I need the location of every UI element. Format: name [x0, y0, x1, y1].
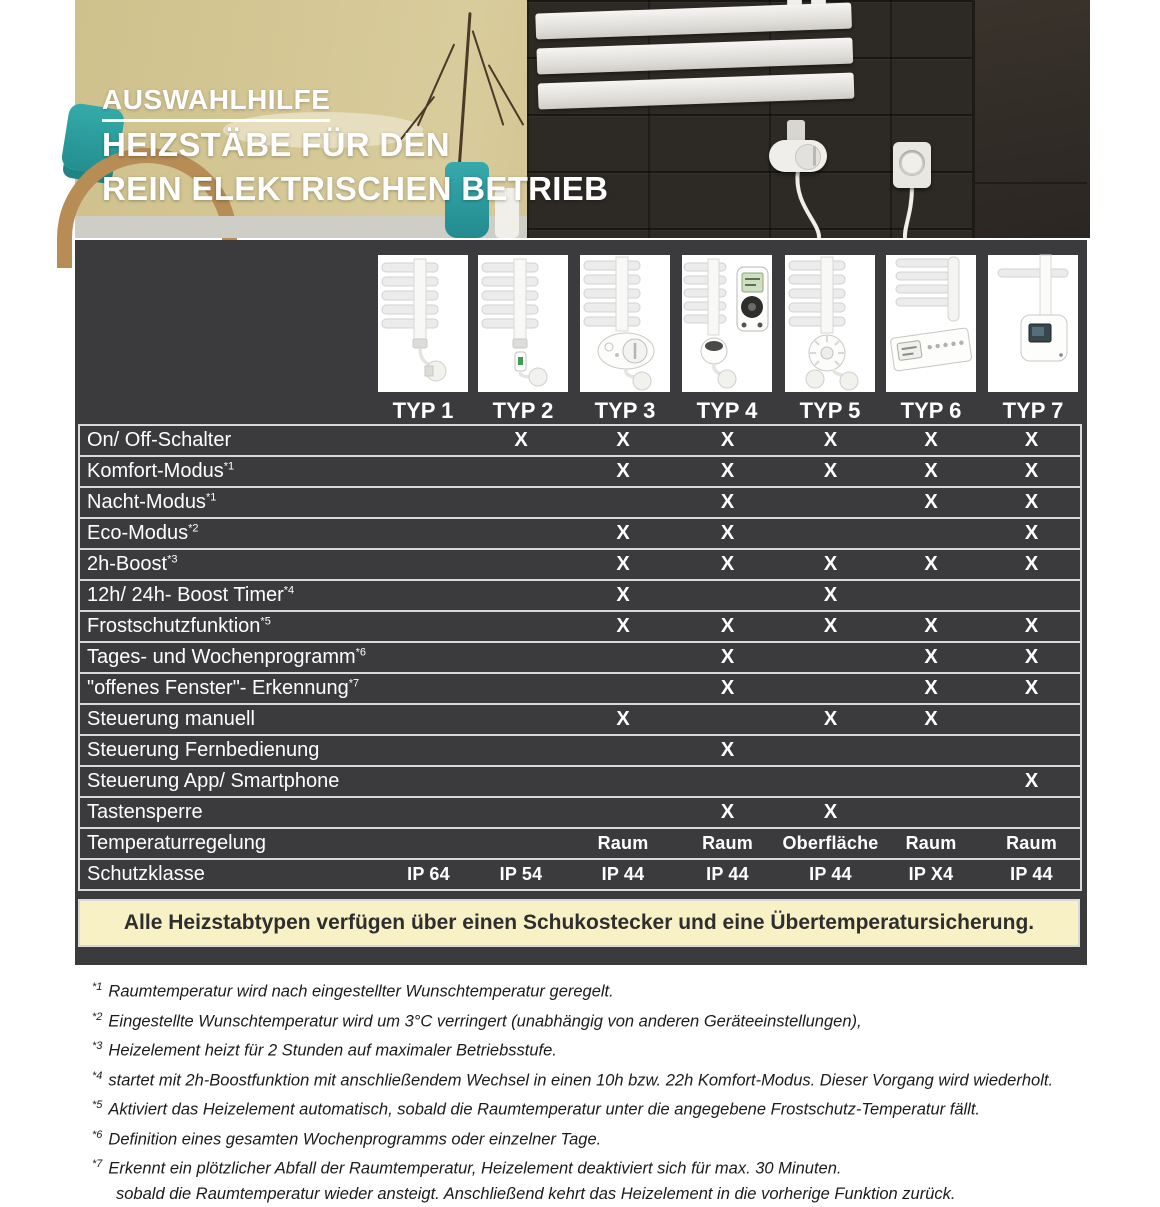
typ-3-product-image — [580, 255, 670, 392]
typ-7-product-image — [988, 255, 1078, 392]
footnote-marker: *2 — [92, 1010, 103, 1023]
mark-cell: X — [924, 677, 938, 699]
footnote-marker: *4 — [92, 1069, 103, 1082]
mark-cell: X — [720, 553, 735, 575]
footnote-text: startet mit 2h-Boostfunktion mit anschließendem Wechsel in einen 10h bzw. 22h Komfort-Modus. Dieser Vorgang wird wiederholt. — [108, 1071, 1054, 1089]
info-banner: Alle Heizstabtypen verfügen über einen Schukostecker und eine Übertemperatursicherung. — [78, 899, 1080, 947]
footnote-list — [92, 975, 1092, 1182]
mark-cell: X — [924, 615, 938, 637]
dial-slot — [813, 146, 816, 166]
mark-cell: X — [720, 460, 735, 482]
heating-element-dial-graphic — [769, 140, 827, 172]
column-header-typ-1: TYP 1 — [392, 398, 454, 423]
feature-row — [80, 829, 1080, 860]
feature-row — [80, 612, 1080, 643]
feature-row — [80, 736, 1080, 767]
column-header-typ-4: TYP 4 — [696, 398, 758, 423]
footnote-marker: *1 — [92, 981, 103, 993]
hero-subtitle: AUSWAHLHILFE — [102, 84, 330, 122]
feature-label: 12h/ 24h- Boost Timer$^{*4}$ — [87, 584, 295, 606]
feature-rows — [78, 424, 1082, 891]
footnote-marker: *6 — [92, 1128, 103, 1141]
mark-cell: X — [924, 491, 938, 513]
mark-cell: X — [720, 646, 735, 668]
footnote-marker: *5 — [92, 1099, 103, 1111]
mark-cell: X — [924, 460, 938, 482]
feature-row — [80, 643, 1080, 674]
footnote-text: Erkennt ein plötzlicher Abfall der Raumtemperatur, Heizelement deaktiviert sich für max. 30 Minuten. — [108, 1159, 842, 1178]
value-cell: IP 64 — [407, 864, 450, 884]
mark-cell: X — [720, 677, 735, 699]
feature-row — [80, 550, 1080, 581]
mark-cell: X — [823, 429, 838, 451]
mark-cell: X — [924, 429, 938, 451]
mark-cell: X — [1024, 646, 1039, 668]
feature-row — [80, 488, 1080, 519]
mark-cell: X — [924, 646, 938, 668]
mark-cell: X — [720, 801, 735, 823]
footnote — [92, 1152, 1092, 1182]
feature-row — [80, 519, 1080, 550]
feature-label: Frostschutzfunktion$^{*5}$ — [87, 615, 271, 637]
footnote-text: Heizelement heizt für 2 Stunden auf maximaler Betriebsstufe. — [108, 1041, 557, 1060]
feature-label: Tastensperre — [87, 801, 203, 823]
mark-cell: X — [823, 553, 838, 575]
value-cell: Oberfläche — [782, 833, 879, 853]
value-cell: IP X4 — [908, 864, 954, 884]
value-cell: IP 44 — [1010, 864, 1053, 884]
value-cell: Raum — [905, 833, 957, 853]
mark-cell: X — [1024, 615, 1039, 637]
mark-cell: X — [1024, 460, 1039, 482]
feature-row — [80, 457, 1080, 488]
feature-label: On/ Off-Schalter — [87, 429, 232, 451]
typ-2-product-image — [478, 255, 568, 392]
feature-label: Steuerung App/ Smartphone — [87, 770, 340, 792]
feature-row — [80, 767, 1080, 798]
value-cell: IP 44 — [601, 864, 645, 884]
mark-cell: X — [924, 708, 938, 730]
hero-banner — [75, 0, 1087, 238]
mark-cell: X — [1024, 429, 1039, 451]
typ-3-graphic — [580, 255, 670, 392]
mark-cell: X — [514, 429, 528, 451]
feature-row — [80, 581, 1080, 612]
footnote-marker: *7 — [92, 1158, 103, 1170]
mark-cell: X — [616, 460, 630, 482]
footnote — [92, 1123, 1092, 1153]
mark-cell: X — [616, 429, 630, 451]
feature-row — [80, 860, 1080, 889]
mark-cell: X — [823, 801, 838, 823]
footnote — [92, 1064, 1092, 1094]
mark-cell: X — [823, 460, 838, 482]
feature-label: Komfort-Modus$^{*1}$ — [87, 460, 235, 482]
mark-cell: X — [720, 615, 735, 637]
mark-cell: X — [720, 491, 735, 513]
feature-label: 2h-Boost$^{*3}$ — [87, 553, 178, 575]
value-cell: IP 44 — [809, 864, 852, 884]
typ-5-product-image — [785, 255, 875, 392]
footnote — [92, 1034, 1092, 1064]
mark-cell: X — [1024, 491, 1039, 513]
mark-cell: X — [616, 708, 630, 730]
column-header-typ-2: TYP 2 — [492, 398, 554, 423]
typ-1-product-image — [378, 255, 468, 392]
mark-cell: X — [1024, 770, 1039, 792]
value-cell: Raum — [702, 833, 753, 853]
feature-label: Temperaturregelung — [87, 832, 266, 854]
feature-row — [80, 674, 1080, 705]
value-cell: IP 44 — [706, 864, 749, 884]
footnotes — [92, 975, 1092, 1207]
value-cell: Raum — [597, 833, 649, 853]
comparison-table — [75, 240, 1087, 965]
footnote — [92, 1093, 1092, 1123]
mark-cell: X — [616, 584, 630, 606]
mark-cell: X — [720, 739, 735, 761]
typ-7-graphic — [988, 255, 1078, 392]
value-cell: IP 54 — [499, 864, 543, 884]
feature-row — [80, 426, 1080, 457]
feature-label: Eco-Modus$^{*2}$ — [87, 522, 199, 544]
typ-1-graphic — [378, 255, 468, 392]
feature-label: Steuerung Fernbedienung — [87, 739, 320, 761]
footnote-overflow: sobald die Raumtemperatur wieder ansteigt. Anschließend kehrt das Heizelement in die vorherige Funktion zurück. — [116, 1184, 956, 1203]
plug-graphic — [902, 153, 922, 173]
typ-4-graphic — [682, 255, 772, 392]
typ-4-product-image — [682, 255, 772, 392]
feature-label: Schutzklasse — [87, 863, 205, 885]
mark-cell: X — [823, 708, 838, 730]
feature-label: "offenes Fenster"- Erkennung$^{*7}$ — [87, 677, 360, 699]
mark-cell: X — [1024, 522, 1039, 544]
footnote — [92, 975, 1092, 1005]
mark-cell: X — [616, 553, 630, 575]
footnote-text: Eingestellte Wunschtemperatur wird um 3°C verringert (unabhängig von anderen Geräteeinstellungen), — [108, 1012, 862, 1030]
typ-5-graphic — [785, 255, 875, 392]
column-header-typ-7: TYP 7 — [1002, 398, 1064, 423]
typ-2-graphic — [478, 255, 568, 392]
mark-cell: X — [924, 553, 938, 575]
footnote-text: Aktiviert das Heizelement automatisch, sobald die Raumtemperatur unter die angegebene Frostschutz-Temperatur fällt. — [108, 1100, 980, 1119]
mark-cell: X — [616, 615, 630, 637]
mark-cell: X — [1024, 677, 1039, 699]
typ-6-graphic — [886, 255, 976, 392]
mark-cell: X — [1024, 553, 1039, 575]
feature-row — [80, 705, 1080, 736]
footnote — [92, 1005, 1092, 1035]
value-cell: Raum — [1006, 833, 1057, 853]
footnote-marker: *3 — [92, 1040, 103, 1052]
footnote-text: Raumtemperatur wird nach eingestellter Wunschtemperatur geregelt. — [108, 982, 614, 1001]
typ-6-product-image — [886, 255, 976, 392]
mark-cell: X — [720, 429, 735, 451]
column-header-typ-3: TYP 3 — [594, 398, 656, 423]
feature-label: Tages- und Wochenprogramm$^{*6}$ — [87, 646, 367, 668]
mark-cell: X — [616, 522, 630, 544]
mark-cell: X — [823, 615, 838, 637]
mark-cell: X — [823, 584, 838, 606]
hero-title-line2: REIN ELEKTRISCHEN BETRIEB — [102, 170, 609, 207]
column-header-typ-6: TYP 6 — [900, 398, 962, 423]
footnote-text: Definition eines gesamten Wochenprogramms oder einzelner Tage. — [108, 1130, 602, 1148]
feature-row — [80, 798, 1080, 829]
mark-cell: X — [720, 522, 735, 544]
feature-label: Nacht-Modus$^{*1}$ — [87, 491, 217, 513]
feature-label: Steuerung manuell — [87, 708, 255, 730]
column-header-typ-5: TYP 5 — [799, 398, 861, 423]
hero-title-line1: HEIZSTÄBE FÜR DEN — [102, 126, 450, 163]
